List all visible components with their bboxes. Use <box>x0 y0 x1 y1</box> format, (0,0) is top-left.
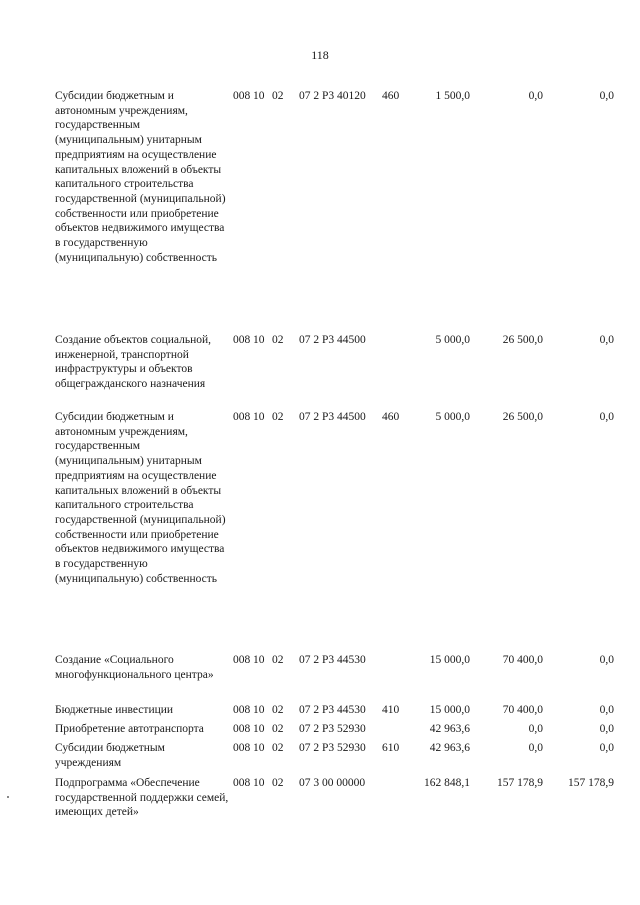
subsection-code: 02 <box>272 654 284 666</box>
amount-year-2: 157 178,9 <box>497 777 543 789</box>
row-name: Приобретение автотранспорта <box>55 723 204 735</box>
amount-year-2: 26 500,0 <box>502 411 543 423</box>
subsection-code: 02 <box>272 723 284 735</box>
amount-year-3: 157 178,9 <box>568 777 614 789</box>
section-code: 10 <box>253 742 265 754</box>
target-article-code: 07 2 P3 44500 <box>299 411 366 423</box>
amount-year-1: 162 848,1 <box>424 777 470 789</box>
ved-code: 008 <box>233 777 251 789</box>
amount-year-1: 42 963,6 <box>429 723 470 735</box>
expense-type-code: 410 <box>382 704 400 716</box>
amount-year-3: 0,0 <box>599 704 614 716</box>
section-code: 10 <box>253 411 265 423</box>
amount-year-2: 70 400,0 <box>502 654 543 666</box>
target-article-code: 07 2 P3 52930 <box>299 742 366 754</box>
ved-code: 008 <box>233 742 251 754</box>
target-article-code: 07 2 P3 44530 <box>299 704 366 716</box>
amount-year-3: 0,0 <box>599 334 614 346</box>
amount-year-2: 0,0 <box>528 723 543 735</box>
amount-year-3: 0,0 <box>599 411 614 423</box>
subsection-code: 02 <box>272 742 284 754</box>
expense-type-code: 460 <box>382 411 400 423</box>
target-article-code: 07 2 P3 40120 <box>299 90 366 102</box>
subsection-code: 02 <box>272 90 284 102</box>
ved-code: 008 <box>233 334 251 346</box>
amount-year-3: 0,0 <box>599 742 614 754</box>
section-code: 10 <box>253 334 265 346</box>
section-code: 10 <box>253 704 265 716</box>
ved-code: 008 <box>233 411 251 423</box>
amount-year-1: 42 963,6 <box>429 742 470 754</box>
row-name: Создание объектов социальной, инженерной, транспортной инфраструктуры и объектов общегражданского назначения <box>55 334 212 391</box>
amount-year-1: 15 000,0 <box>429 654 470 666</box>
row-name: Подпрограмма «Обеспечение государственной поддержки семей, имеющих детей» <box>55 777 229 819</box>
page-number: 118 <box>311 48 329 62</box>
amount-year-2: 0,0 <box>528 742 543 754</box>
expense-type-code: 610 <box>382 742 400 754</box>
target-article-code: 07 2 P3 44500 <box>299 334 366 346</box>
scan-speck <box>7 796 9 798</box>
subsection-code: 02 <box>272 704 284 716</box>
target-article-code: 07 3 00 00000 <box>299 777 366 789</box>
row-name: Создание «Социального многофункционального центра» <box>55 654 214 681</box>
subsection-code: 02 <box>272 334 284 346</box>
expense-type-code: 460 <box>382 90 400 102</box>
target-article-code: 07 2 P3 52930 <box>299 723 366 735</box>
amount-year-1: 5 000,0 <box>435 411 470 423</box>
ved-code: 008 <box>233 90 251 102</box>
amount-year-1: 5 000,0 <box>435 334 470 346</box>
section-code: 10 <box>253 777 265 789</box>
subsection-code: 02 <box>272 411 284 423</box>
subsection-code: 02 <box>272 777 284 789</box>
section-code: 10 <box>253 90 265 102</box>
amount-year-1: 15 000,0 <box>429 704 470 716</box>
row-name: Субсидии бюджетным и автономным учреждениям, государственным (муниципальным) унитарным предприятиям на осуществление капитальных вложений в объекты капитального строительства государственной (муниципальной) собственности или приобретение объектов недвижимого имущества в государственную (муниципальную) собственность <box>55 411 226 585</box>
amount-year-2: 70 400,0 <box>502 704 543 716</box>
amount-year-3: 0,0 <box>599 654 614 666</box>
ved-code: 008 <box>233 704 251 716</box>
amount-year-2: 0,0 <box>528 90 543 102</box>
ved-code: 008 <box>233 723 251 735</box>
row-name: Бюджетные инвестиции <box>55 704 174 716</box>
amount-year-1: 1 500,0 <box>435 90 470 102</box>
amount-year-3: 0,0 <box>599 723 614 735</box>
amount-year-3: 0,0 <box>599 90 614 102</box>
row-name: Субсидии бюджетным и автономным учреждениям, государственным (муниципальным) унитарным предприятиям на осуществление капитальных вложений в объекты капитального строительства государственной (муниципальной) собственности или приобретение объектов недвижимого имущества в государственную (муниципальную) собственность <box>55 90 226 264</box>
section-code: 10 <box>253 654 265 666</box>
amount-year-2: 26 500,0 <box>502 334 543 346</box>
ved-code: 008 <box>233 654 251 666</box>
section-code: 10 <box>253 723 265 735</box>
target-article-code: 07 2 P3 44530 <box>299 654 366 666</box>
row-name: Субсидии бюджетным учреждениям <box>55 742 165 769</box>
